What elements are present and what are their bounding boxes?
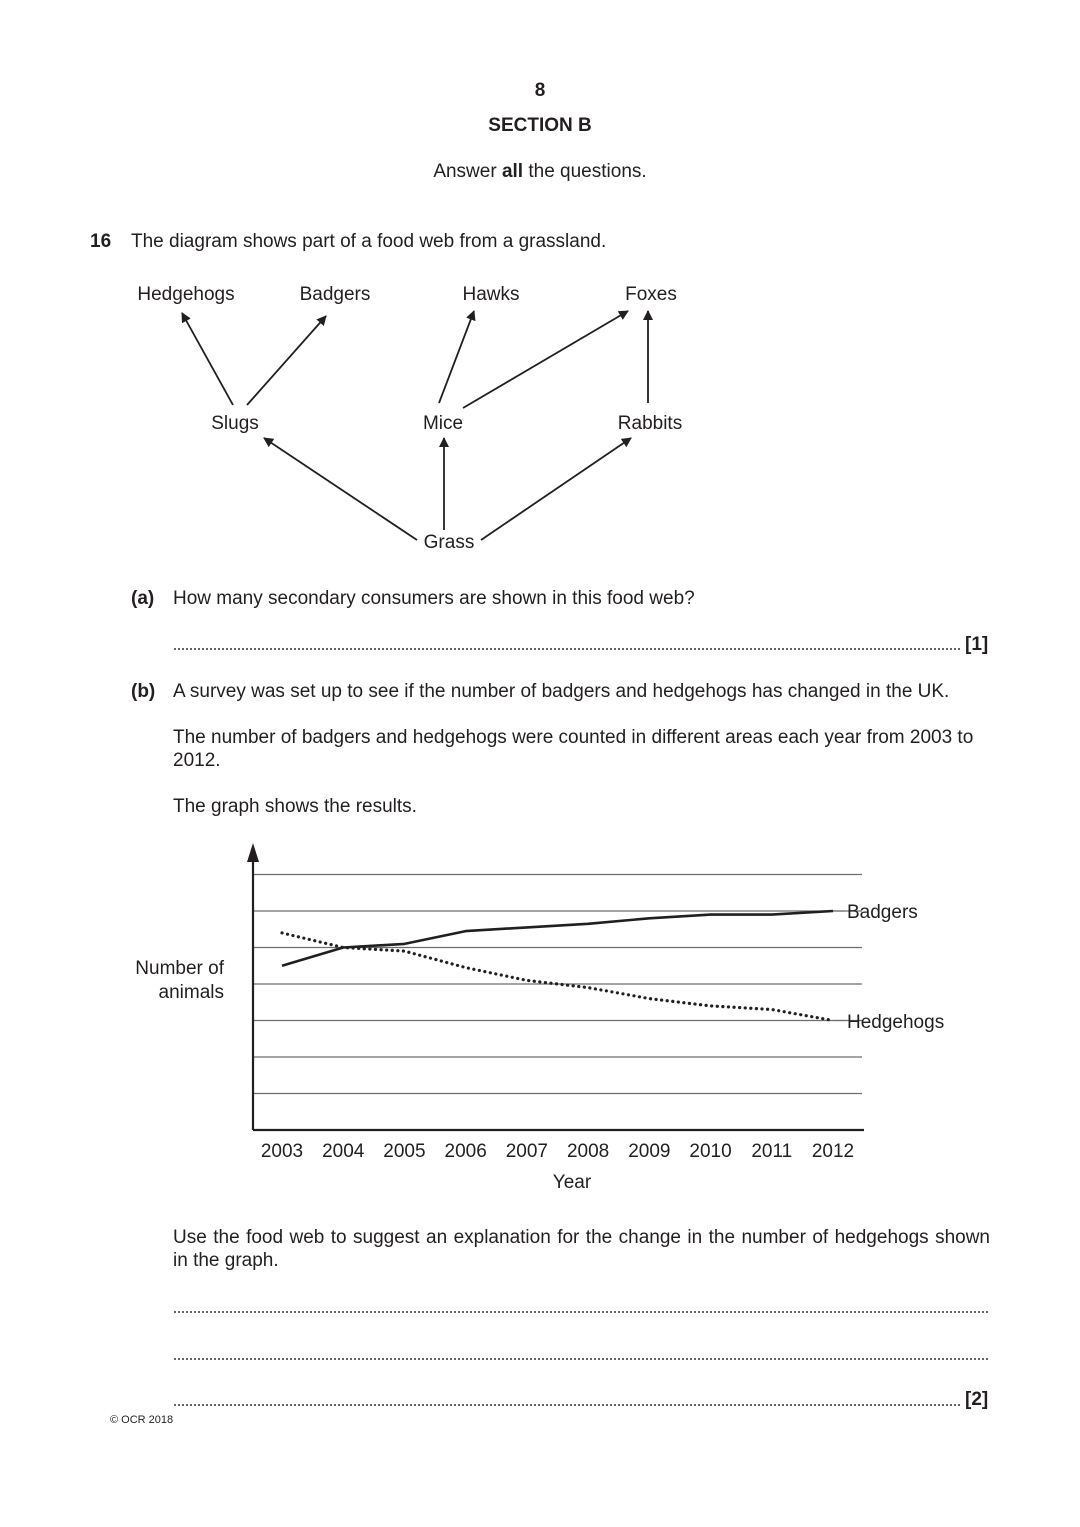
x-tick-label: 2007 [505, 1141, 549, 1162]
part-b-text-2: The number of badgers and hedgehogs were counted in different areas each year from 2003 to 2012. [173, 727, 974, 771]
x-tick-label: 2010 [689, 1141, 732, 1162]
x-tick-label: 2011 [751, 1141, 793, 1162]
part-b-marks: [2] [965, 1389, 989, 1410]
question-number: 16 [90, 231, 112, 252]
node-grass: Grass [423, 532, 475, 553]
x-tick-label: 2004 [322, 1141, 365, 1162]
part-a-marks: [1] [965, 634, 989, 655]
part-b-label: (b) [131, 681, 156, 702]
part-a-text: How many secondary consumers are shown in this food web? [173, 588, 695, 609]
x-tick-label: 2009 [628, 1141, 671, 1162]
section-title: SECTION B [488, 115, 592, 136]
x-tick-label: 2008 [566, 1141, 610, 1162]
part-b-text-1: A survey was set up to see if the number of badgers and hedgehogs has changed in the UK. [173, 681, 950, 702]
part-a-label: (a) [131, 588, 155, 609]
instruction-text: Answer [433, 161, 502, 182]
part-b-text-3: The graph shows the results. [173, 796, 417, 817]
x-tick-label: 2006 [444, 1141, 487, 1162]
x-tick-label: 2005 [383, 1141, 426, 1162]
node-hawks: Hawks [462, 284, 520, 305]
instruction-text-end: the questions. [523, 161, 647, 182]
node-hedgehogs: Hedgehogs [137, 284, 235, 305]
node-foxes: Foxes [625, 284, 677, 305]
x-tick-label: 2012 [811, 1141, 855, 1162]
question-stem: The diagram shows part of a food web from a grassland. [131, 231, 607, 252]
part-b-answer-line-3[interactable] [173, 1404, 960, 1406]
badgers-series-line [282, 911, 833, 966]
node-rabbits: Rabbits [617, 413, 683, 434]
hedgehogs-legend-label: Hedgehogs [847, 1012, 945, 1033]
y-axis-arrow-icon [247, 843, 259, 862]
y-axis-label-line1: Number of [135, 958, 224, 979]
badgers-legend-label: Badgers [847, 902, 918, 923]
y-axis-label-line2: animals [158, 982, 224, 1003]
part-b-answer-line-2[interactable] [173, 1358, 988, 1360]
copyright-footer: © OCR 2018 [110, 1414, 174, 1426]
x-tick-labels [261, 1141, 854, 1162]
node-mice: Mice [422, 413, 464, 434]
node-badgers: Badgers [299, 284, 371, 305]
part-b-answer-line-1[interactable] [173, 1311, 988, 1313]
node-slugs: Slugs [211, 413, 259, 434]
x-axis-label: Year [552, 1172, 592, 1193]
instruction-bold: all [501, 161, 524, 182]
x-tick-label: 2003 [260, 1141, 304, 1162]
page-number: 8 [534, 80, 546, 101]
part-b-prompt: Use the food web to suggest an explanation for the change in the number of hedgehogs shown in the graph. [173, 1227, 990, 1271]
